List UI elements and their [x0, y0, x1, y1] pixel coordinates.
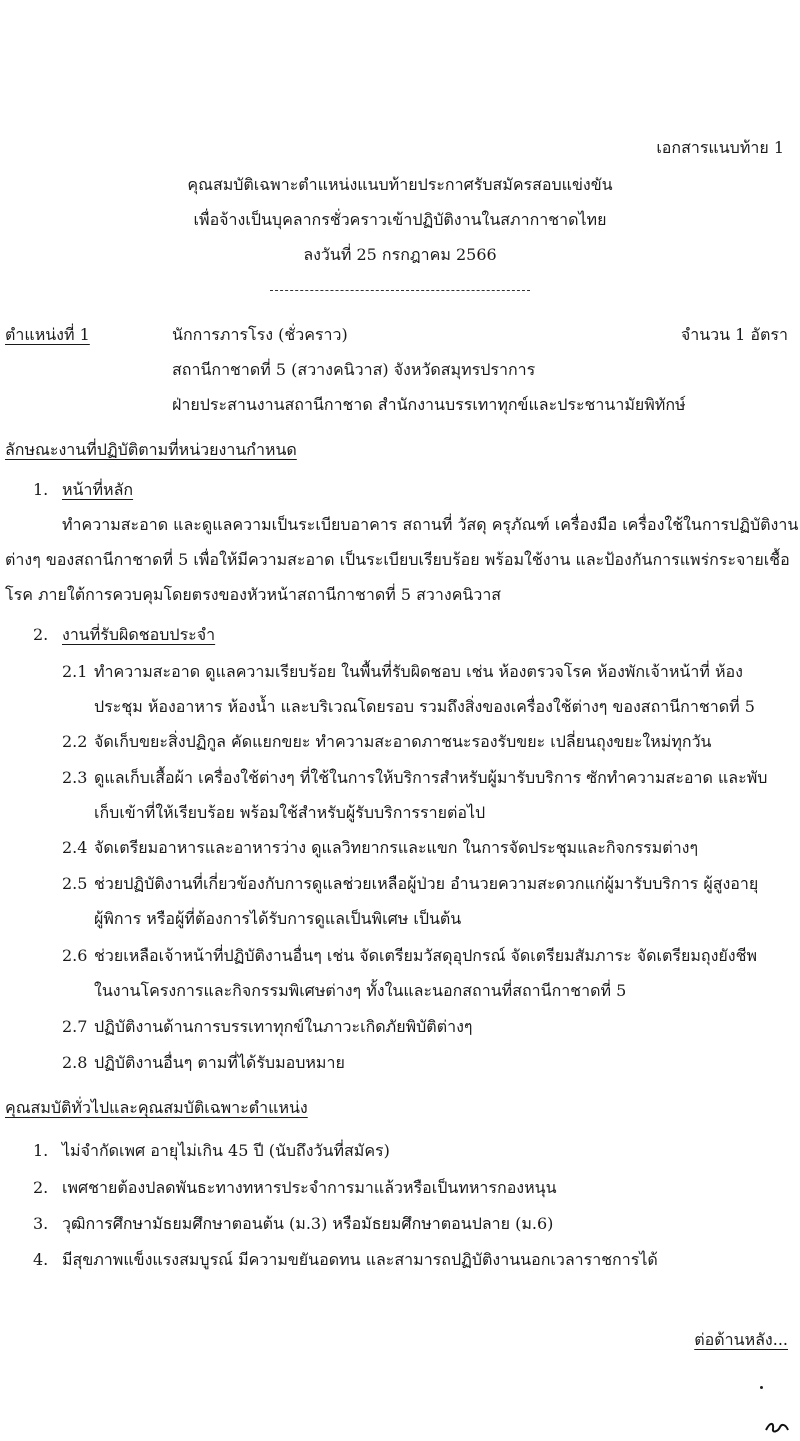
routine-item-line: เก็บเข้าที่ให้เรียบร้อย พร้อมใช้สำหรับผู้รับบริการรายต่อไป: [94, 803, 486, 822]
title-line-1: คุณสมบัติเฉพาะตำแหน่งแนบท้ายประกาศรับสมัครสอบแข่งขัน: [187, 175, 613, 194]
main-duty-number: 1.: [33, 480, 49, 499]
qualification-number: 3.: [33, 1214, 49, 1233]
routine-item-number: 2.5: [62, 874, 88, 893]
routine-item-number: 2.1: [62, 662, 88, 681]
routine-item-number: 2.4: [62, 838, 88, 857]
divider: [270, 290, 530, 291]
routine-item-line: ผู้พิการ หรือผู้ที่ต้องการได้รับการดูแลเป็นพิเศษ เป็นต้น: [94, 909, 462, 928]
routine-item-line: ปฏิบัติงานอื่นๆ ตามที่ได้รับมอบหมาย: [94, 1053, 345, 1072]
qualification-number: 4.: [33, 1250, 49, 1269]
routine-item-number: 2.7: [62, 1017, 88, 1036]
routine-item-number: 2.8: [62, 1053, 88, 1072]
main-duty-line: ทำความสะอาด และดูแลความเป็นระเบียบอาคาร สถานที่ วัสดุ ครุภัณฑ์ เครื่องมือ เครื่องใช้ในการปฏิบัติงาน: [62, 515, 799, 534]
qualification-number: 2.: [33, 1178, 49, 1197]
qualification-text: มีสุขภาพแข็งแรงสมบูรณ์ มีความขยันอดทน และสามารถปฏิบัติงานนอกเวลาราชการได้: [62, 1250, 658, 1269]
routine-item-line: จัดเก็บขยะสิ่งปฏิกูล คัดแยกขยะ ทำความสะอาดภาชนะรองรับขยะ เปลี่ยนถุงขยะใหม่ทุกวัน: [94, 732, 712, 751]
routine-item-line: ดูแลเก็บเสื้อผ้า เครื่องใช้ต่างๆ ที่ใช้ในการให้บริการสำหรับผู้มารับบริการ ซักทำความสะอาด และพับ: [94, 768, 768, 787]
main-duty-line: โรค ภายใต้การควบคุมโดยตรงของหัวหน้าสถานีกาชาดที่ 5 สวางคนิวาส: [5, 585, 502, 604]
routine-item-line: จัดเตรียมอาหารและอาหารว่าง ดูแลวิทยากรและแขก ในการจัดประชุมและกิจกรรมต่างๆ: [94, 838, 699, 857]
attachment-label: เอกสารแนบท้าย 1: [656, 138, 784, 157]
routine-title: งานที่รับผิดชอบประจำ: [62, 625, 216, 644]
qualification-text: วุฒิการศึกษามัธยมศึกษาตอนต้น (ม.3) หรือมัธยมศึกษาตอนปลาย (ม.6): [62, 1214, 554, 1233]
continue-label: ต่อด้านหลัง...: [694, 1330, 788, 1349]
ink-speck: [760, 1386, 763, 1389]
routine-item-line: ประชุม ห้องอาหาร ห้องน้ำ และบริเวณโดยรอบ รวมถึงสิ่งของเครื่องใช้ต่างๆ ของสถานีกาชาดที่ 5: [94, 697, 755, 716]
qualification-number: 1.: [33, 1141, 49, 1160]
position-quota: จำนวน 1 อัตรา: [680, 325, 788, 344]
qualification-text: ไม่จำกัดเพศ อายุไม่เกิน 45 ปี (นับถึงวันที่สมัคร): [62, 1141, 390, 1160]
routine-item-number: 2.3: [62, 768, 88, 787]
routine-item-number: 2.2: [62, 732, 88, 751]
handwritten-mark-icon: [764, 1420, 790, 1434]
routine-item-line: ช่วยปฏิบัติงานที่เกี่ยวข้องกับการดูแลช่วยเหลือผู้ป่วย อำนวยความสะดวกแก่ผู้มารับบริการ ผู้สูงอายุ: [94, 874, 759, 893]
job-section-heading: ลักษณะงานที่ปฏิบัติตามที่หน่วยงานกำหนด: [5, 440, 297, 459]
position-name: นักการภารโรง (ชั่วคราว): [172, 325, 348, 344]
position-division: ฝ่ายประสานงานสถานีกาชาด สำนักงานบรรเทาทุกข์และประชานามัยพิทักษ์: [172, 395, 686, 414]
main-duty-title: หน้าที่หลัก: [62, 480, 134, 499]
routine-item-line: ปฏิบัติงานด้านการบรรเทาทุกข์ในภาวะเกิดภัยพิบัติต่างๆ: [94, 1017, 473, 1036]
routine-item-line: ในงานโครงการและกิจกรรมพิเศษต่างๆ ทั้งในและนอกสถานที่สถานีกาชาดที่ 5: [94, 981, 627, 1000]
title-line-3: ลงวันที่ 25 กรกฎาคม 2566: [303, 245, 497, 264]
title-line-2: เพื่อจ้างเป็นบุคลากรชั่วคราวเข้าปฏิบัติงานในสภากาชาดไทย: [193, 210, 607, 229]
position-label: ตำแหน่งที่ 1: [5, 325, 90, 344]
routine-number: 2.: [33, 625, 49, 644]
qualifications-heading: คุณสมบัติทั่วไปและคุณสมบัติเฉพาะตำแหน่ง: [5, 1098, 308, 1117]
routine-item-line: ทำความสะอาด ดูแลความเรียบร้อย ในพื้นที่รับผิดชอบ เช่น ห้องตรวจโรค ห้องพักเจ้าหน้าที่ ห้อง: [94, 662, 743, 681]
position-station: สถานีกาชาดที่ 5 (สวางคนิวาส) จังหวัดสมุทรปราการ: [172, 360, 536, 379]
routine-item-line: ช่วยเหลือเจ้าหน้าที่ปฏิบัติงานอื่นๆ เช่น จัดเตรียมวัสดุอุปกรณ์ จัดเตรียมสัมภาระ จัดเตรียมถุงยังชีพ: [94, 946, 757, 965]
qualification-text: เพศชายต้องปลดพันธะทางทหารประจำการมาแล้วหรือเป็นทหารกองหนุน: [62, 1178, 557, 1197]
main-duty-line: ต่างๆ ของสถานีกาชาดที่ 5 เพื่อให้มีความสะอาด เป็นระเบียบเรียบร้อย พร้อมใช้งาน และป้องกันการแพร่กระจายเชื้อ: [5, 550, 790, 569]
routine-item-number: 2.6: [62, 946, 88, 965]
